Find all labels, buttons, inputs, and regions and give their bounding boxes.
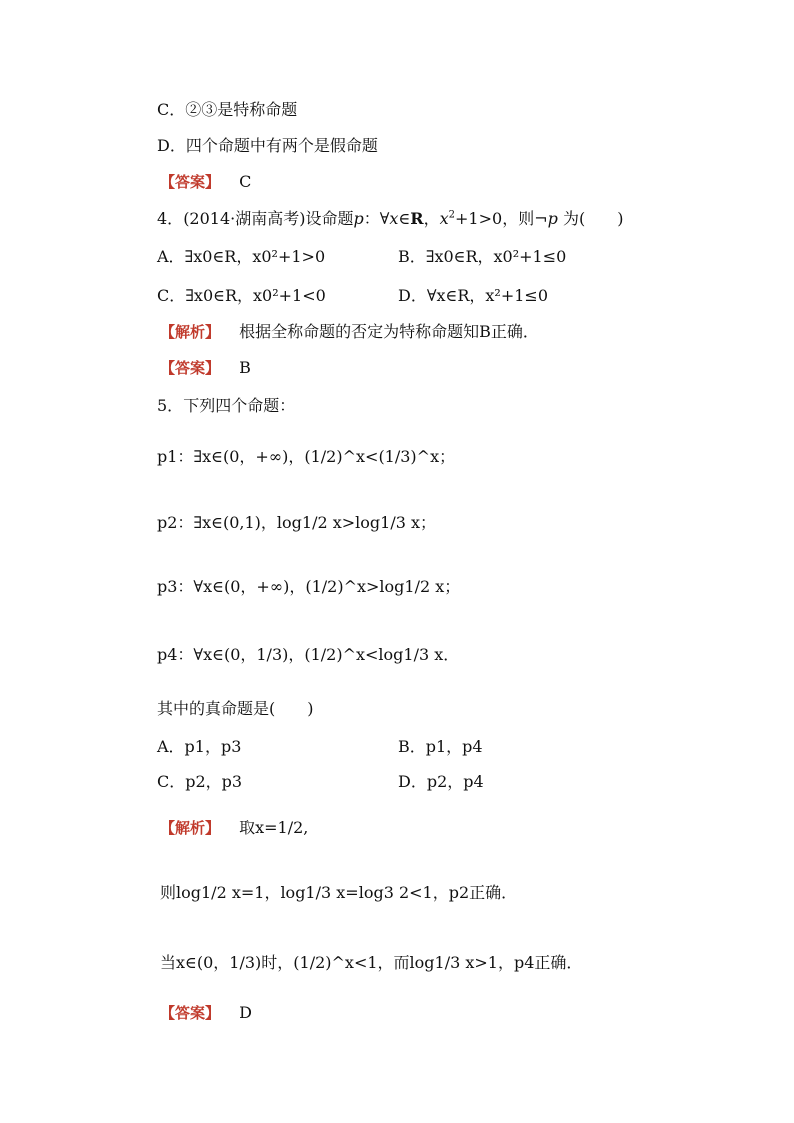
q5-option-c: C．p2，p3 (157, 772, 243, 791)
q5-stem (157, 396, 295, 416)
stem-var: x (389, 209, 399, 228)
q3-option-c: C．②③是特称命题 (157, 100, 298, 119)
stem-text: +1>0，则¬ (455, 209, 548, 228)
q4-option-b: B．∃x0∈R，x0²+1≤0 (398, 247, 567, 266)
q4-option-d: D．∀x∈R，x²+1≤0 (398, 286, 549, 305)
q4-answer (160, 358, 251, 378)
stem-var: p (353, 209, 364, 228)
question-number: 5． (157, 396, 184, 415)
q3-answer (160, 172, 251, 192)
stem-set: R (410, 209, 424, 228)
q5-analysis-2: 则log1/2 x=1，log1/3 x=log3 2<1，p2正确． (160, 883, 518, 902)
q5-answer (160, 1003, 252, 1023)
stem-sup: 2 (448, 209, 456, 221)
q5-analysis-3: 当x∈(0，1/3)时，(1/2)^x<1，而log1/3 x>1，p4正确． (160, 953, 583, 972)
q5-analysis-1 (160, 818, 308, 838)
answer-tag: 【答案】 (160, 173, 221, 191)
answer-tag: 【答案】 (160, 359, 221, 377)
stem-var: p (547, 209, 558, 228)
q5-option-b: B．p1，p4 (398, 737, 483, 756)
stem-text: 下列四个命题： (183, 396, 296, 415)
q4-option-a: A．∃x0∈R，x0²+1>0 (157, 247, 326, 266)
analysis-text: 根据全称命题的否定为特称命题知B正确． (239, 322, 539, 341)
answer-tag: 【答案】 (160, 1004, 221, 1022)
stem-var: x (439, 209, 449, 228)
q5-p2: p2：∃x∈(0,1)，log1/2 x>log1/3 x； (157, 513, 437, 532)
q4-analysis (160, 322, 539, 342)
q5-question: 其中的真命题是( ) (157, 699, 314, 718)
q5-p4: p4：∀x∈(0，1/3)，(1/2)^x<log1/3 x． (157, 645, 460, 664)
answer-value: B (239, 358, 251, 377)
question-source: (2014·湖南高考) (183, 209, 306, 228)
stem-text: ∈ (398, 209, 411, 228)
question-number: 4． (157, 209, 184, 228)
stem-text: 设命题 (305, 209, 354, 228)
q5-p1: p1：∃x∈(0，+∞)，(1/2)^x<(1/3)^x； (157, 447, 456, 466)
analysis-tag: 【解析】 (160, 819, 221, 837)
stem-text: ：∀ (363, 209, 390, 228)
stem-text: ， (423, 209, 440, 228)
analysis-tag: 【解析】 (160, 323, 221, 341)
answer-value: C (239, 172, 252, 191)
q4-stem (157, 209, 623, 229)
analysis-text: 取x=1/2, (239, 818, 309, 837)
q5-option-d: D．p2，p4 (398, 772, 484, 791)
q4-option-c: C．∃x0∈R，x0²+1<0 (157, 286, 326, 305)
answer-value: D (239, 1003, 252, 1022)
q5-option-a: A．p1，p3 (157, 737, 242, 756)
q5-p3: p3：∀x∈(0，+∞)，(1/2)^x>log1/2 x； (157, 577, 461, 596)
stem-text: 为( ) (557, 209, 624, 228)
q3-option-d: D．四个命题中有两个是假命题 (157, 136, 378, 155)
